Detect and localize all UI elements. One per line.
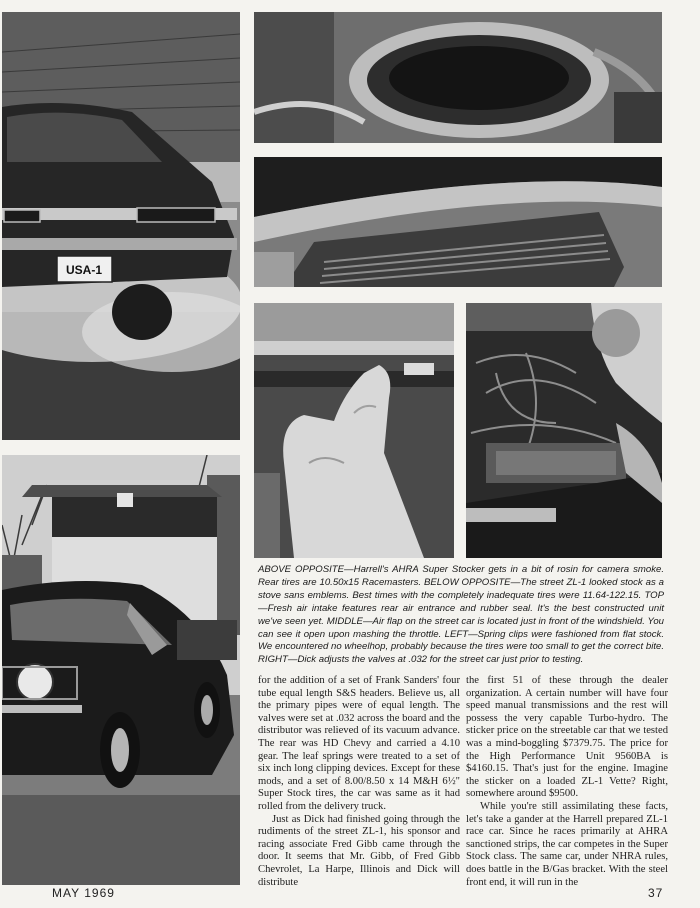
photo-air-flap [254, 157, 662, 287]
photo-caption: ABOVE OPPOSITE—Harrell's AHRA Super Stocker gets in a bit of rosin for camera smoke. Rear tires are 10.50x15 Racemasters. BELOW OPPOSITE—The street ZL-1 looked stock as a stove sans emblems. Best times with the completely inadequate tires were 11.64-122.15. TOP—Fresh air intake features rear air entrance and rubber seal. It's the best constructed unit we've seen yet. MIDDLE—Air flap on the street car is located just in front of the windshield. You can see it open upon mashing the throttle. LEFT—Spring clips were fashioned from flat stock. We encountered no wheelhop, probably because the tires were too small to get the correct bite. RIGHT—Dick adjusts the valves at .032 for the street car just prior to testing. [258, 564, 664, 666]
article-paragraph: Just as Dick had finished going through the rudiments of the street ZL-1, his sponsor and racing associate Fred Gibb came through the door. It seems that Mr. Gibb, of Fred Gibb Chevrolet, La Harpe, Illinois and Dick will distribute [258, 813, 460, 888]
article-column-2 [466, 675, 668, 889]
article-column-1 [258, 675, 460, 889]
article-paragraph: the first 51 of these through the dealer organization. A certain number will have four speed manual transmissions and the rest will possess the very capable Turbo-hydro. The sticker price on the streetable car that we tested was a mind-boggling $7379.75. The price for the High Performance Unit 9560BA is $4160.15. That's just for the engine. Imagine the sticker on a loaded ZL-1 Vette? Right, somewhere around $9500. [466, 675, 668, 800]
photo-air-intake [254, 12, 662, 143]
license-plate: USA-1 [65, 263, 103, 277]
issue-date: MAY 1969 [52, 886, 115, 900]
article-paragraph: for the addition of a set of Frank Sanders' four tube equal length S&S headers. Believe us, all the primary pipes were of equal length. The valves were set at .032 across the board and the distributor was relieved of its vacuum advance. The rear was HD Chevy and carried a 4.10 gear. The leaf springs were treated to a set of six inch long clipping devices. Except for these mods, and a set of 8.00/8.50 x 14 M&H 6½" Super Stock tires, the car was same as it had rolled from the delivery truck. [258, 675, 460, 812]
photo-street-zl1 [2, 455, 240, 885]
page-number: 37 [648, 886, 664, 900]
article-paragraph: While you're still assimilating these facts, let's take a gander at the Harrell prepared ZL-1 race car. Since he races primarily at AHRA sanctioned strips, the car competes in the Super Stock class. The same car, under NHRA rules, does battle in the B/Gas bracket. With the steel front end, it will run in the [466, 800, 668, 888]
photo-burnout [2, 12, 240, 440]
photo-valve-adjust [466, 303, 662, 558]
photo-spring-clips [254, 303, 454, 558]
